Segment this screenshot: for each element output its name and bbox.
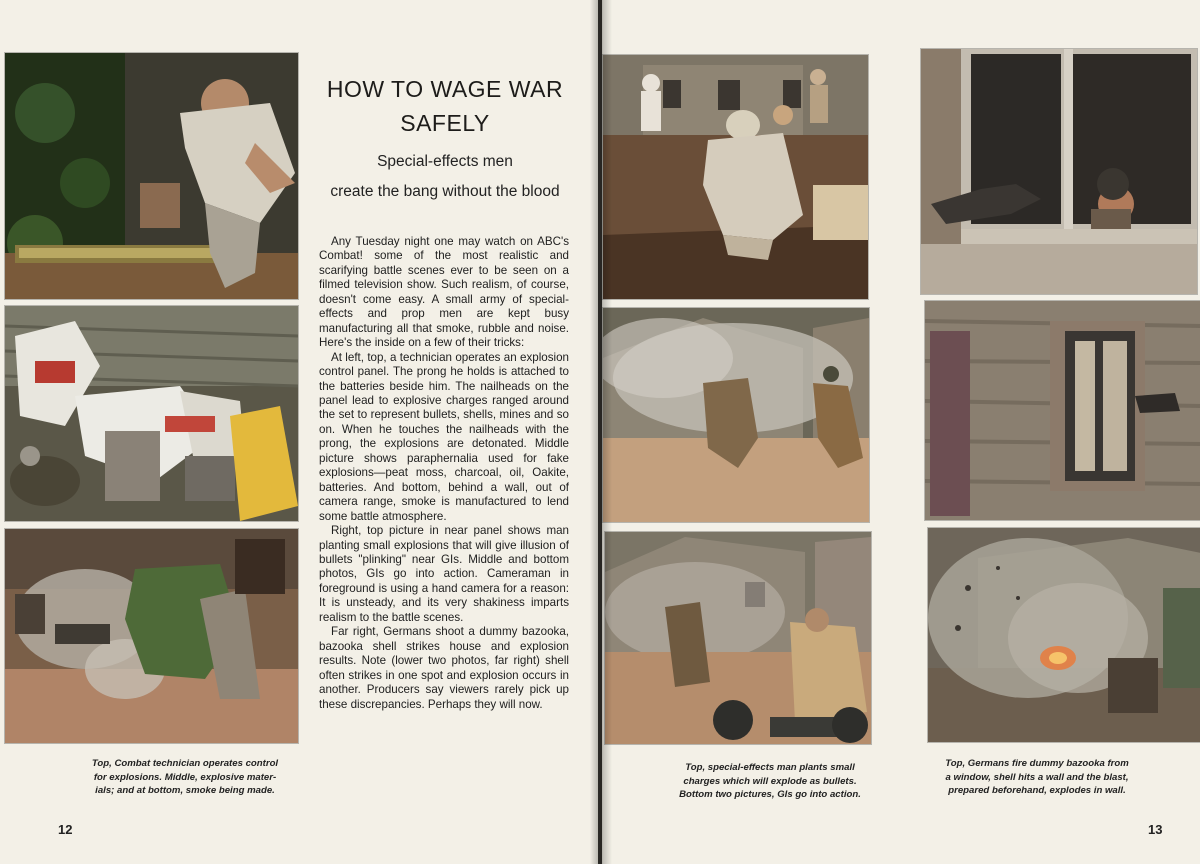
photo-blast-explodes-in-wall: [927, 527, 1200, 743]
page-left: [0, 0, 598, 864]
article-body: [319, 235, 569, 712]
body-paragraph-4: Far right, Germans shoot a dummy bazooka, bazooka shell strikes house and explosion results. Note (lower two photos, far right) shell often strikes in one spot and explosion occurs in another. Producers say viewers rarely pick up these discrepancies. Perhaps they will now.: [319, 625, 569, 711]
body-paragraph-1: Any Tuesday night one may watch on ABC's Combat! some of the most realistic and scarifying battle scenes ever to be seen on a filmed television show. Such realism, of course, doesn't come easy. A small army of special-effects and prop men are kept busy manufacturing all that smoke, rubble and noise. Here's the inside on a few of their tricks:: [319, 235, 569, 350]
photo-germans-fire-bazooka: [920, 48, 1198, 295]
body-paragraph-3: Right, top picture in near panel shows man planting small explosions that will give illusion of bullets "plinking" near GIs. Middle and bottom photos, GIs go into action. Cameraman in foreground is using a hand camera for a reason: It is unsteady, and its very shakiness imparts realism to the battle scenes.: [319, 524, 569, 624]
photo-explosive-materials: [4, 305, 299, 522]
article-subtitle: [300, 147, 590, 207]
caption-middle-line-3: Bottom two pictures, GIs go into action.: [679, 789, 861, 800]
photo-gis-go-into-action-middle: [602, 307, 870, 523]
caption-right-line-1: Top, Germans fire dummy bazooka from: [945, 758, 1129, 769]
caption-right: [922, 757, 1152, 798]
title-line-2: SAFELY: [400, 110, 490, 136]
caption-right-line-2: a window, shell hits a wall and the blast,: [945, 771, 1129, 783]
photo-technician-control-panel: [4, 52, 299, 300]
caption-middle-line-1: Top, special-effects man plants small: [685, 762, 855, 773]
caption-left-line-1: Top, Combat technician operates control: [91, 758, 279, 769]
book-gutter: [590, 0, 612, 864]
photo-planting-charges: [602, 54, 869, 300]
caption-left-line-3: ials; and at bottom, smoke being made.: [95, 785, 275, 796]
page-number-right: 13: [1148, 822, 1163, 837]
title-line-1: HOW TO WAGE WAR: [326, 76, 564, 102]
photo-gis-go-into-action-bottom: [604, 531, 872, 745]
body-paragraph-2: At left, top, a technician operates an explosion control panel. The prong he holds is attached to the batteries beside him. The nailheads on the panel lead to explosive charges ranged around the set to represent bullets, shells, mines and so on. When he touches the nailheads with the prong, the explosions are detonated. Middle picture shows paraphernalia used for fake explosions—peat moss, charcoal, oil, Oakite, batteries. And bottom, behind a wall, out of camera range, smoke is manufactured to lend some battle atmosphere.: [319, 350, 569, 523]
subtitle-line-2: create the bang without the blood: [330, 183, 560, 200]
caption-right-line-3: prepared beforehand, explodes in wall.: [948, 785, 1126, 796]
caption-left-line-2: for explosions. Middle, explosive mater-: [93, 771, 277, 783]
photo-smoke-being-made: [4, 528, 299, 744]
page-right: [602, 0, 1200, 864]
caption-left: [70, 757, 300, 798]
page-number-left: 12: [58, 822, 73, 837]
article-title: [300, 72, 590, 140]
caption-middle-line-2: charges which will explode as bullets.: [683, 775, 857, 787]
caption-middle: [650, 761, 890, 802]
subtitle-line-1: Special-effects men: [377, 153, 513, 170]
photo-shell-hits-wall: [924, 300, 1200, 521]
